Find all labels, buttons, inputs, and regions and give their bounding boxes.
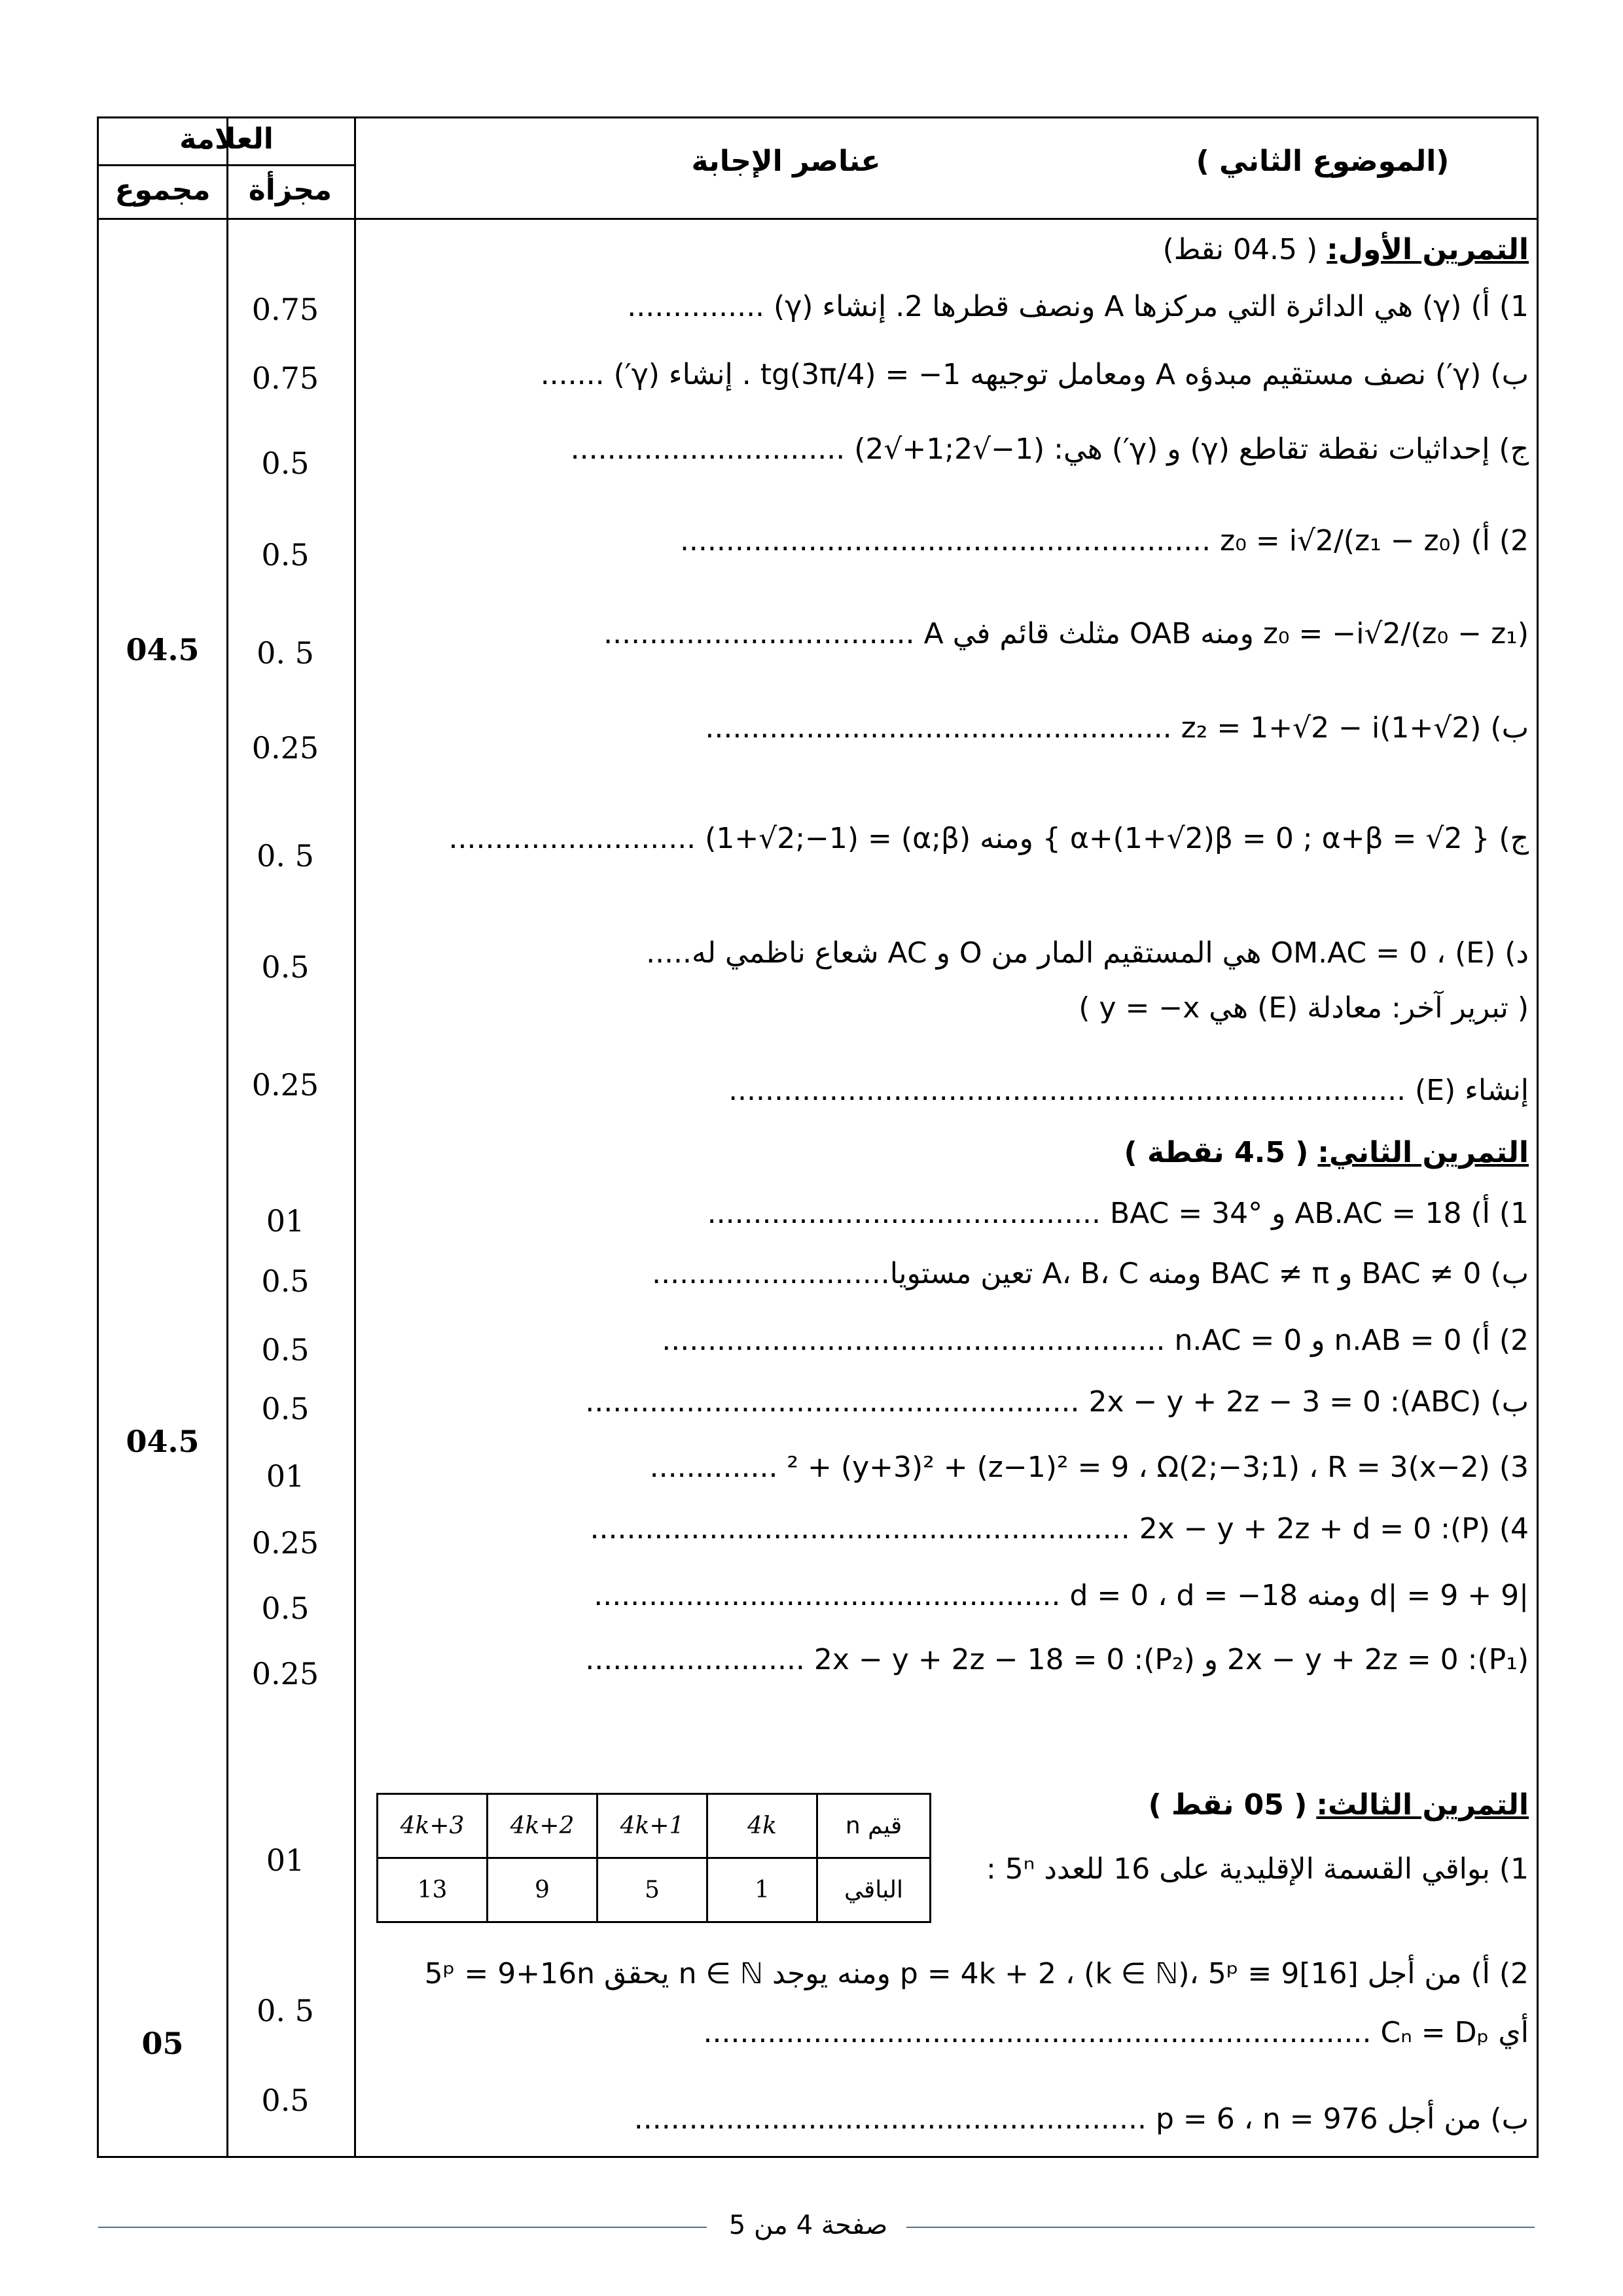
answer-line: ج) إحداثيات نقطة تقاطع (γ) و (γ′) هي: (1−√2;1+√2) ..............................: [570, 433, 1529, 466]
table-cell: 4k+3: [378, 1794, 488, 1858]
partial-mark: 0.5: [261, 537, 310, 573]
table-cell: 13: [378, 1858, 488, 1922]
answer-line: ( تبرير آخر: معادلة (E) هي y = −x ): [1079, 991, 1529, 1025]
partial-mark: 0. 5: [257, 1993, 314, 2028]
ex2-title: التمرين الثاني:: [1317, 1136, 1529, 1169]
answer-line: 2) أ) (z₁ − z₀)/z₀ = i√2 ..........................................................: [679, 524, 1529, 557]
remainders-table: [376, 1793, 931, 1923]
partial-mark: 0.5: [261, 446, 310, 481]
answer-line: ب) z₂ = 1+√2 − i(1+√2) ...................................................: [705, 711, 1529, 745]
topic-header: (الموضوع الثاني ): [1196, 145, 1450, 178]
answer-line: ب) من أجل p = 6 ، n = 976 ........................................................: [633, 2102, 1529, 2136]
ex1-points: ( 04.5 نقط): [1162, 233, 1318, 266]
table-row: [378, 1858, 931, 1922]
answer-line: 4) (P): 2x − y + 2z + d = 0 ...........................................................: [590, 1512, 1529, 1545]
answer-line: ب) (γ′) نصف مستقيم مبدؤه A ومعامل توجيهه tg(3π/4) = −1 . إنشاء (γ′) .......: [540, 358, 1529, 391]
partial-mark: 0.5: [261, 1391, 310, 1426]
ex3-points: ( 05 نقط ): [1148, 1788, 1308, 1822]
partial-mark: 0. 5: [257, 635, 314, 671]
partial-mark: 0.5: [261, 1591, 310, 1626]
answer-line: 3) (x−2)² + (y+3)² + (z−1)² = 9 ، Ω(2;−3;1) ، R = 3 ..............: [649, 1451, 1529, 1484]
ex2-title-row: [354, 1136, 1529, 1169]
ex2-points: ( 4.5 نقطة ): [1124, 1136, 1309, 1169]
answer-line: 2) أ) من أجل p = 4k + 2 ، (k ∈ ℕ)، 5ᵖ ≡ 9[16] ومنه يوجد n ∈ ℕ يحقق 5ᵖ = 9+16n: [424, 1957, 1529, 1990]
answer-line: 2) أ) n.AB = 0 و n.AC = 0 .......................................................: [662, 1324, 1529, 1357]
partial-mark: 0.5: [261, 1332, 310, 1368]
answer-line: 1) أ) (γ) هي الدائرة التي مركزها A ونصف قطرها 2. إنشاء (γ) ...............: [627, 290, 1529, 323]
table-cell: 4k+1: [597, 1794, 707, 1858]
total-header: مجموع: [115, 173, 211, 207]
partial-mark: 0.25: [251, 1067, 319, 1103]
table-cell: 5: [597, 1858, 707, 1922]
partial-mark: 0.25: [251, 730, 319, 766]
partial-mark: 01: [266, 1458, 305, 1494]
exercise-total: 04.5: [126, 1424, 200, 1459]
exercise-total: 04.5: [126, 632, 200, 667]
partial-mark: 0.25: [251, 1525, 319, 1561]
table-cell: 4k: [707, 1794, 817, 1858]
header-divider: [99, 164, 354, 166]
answer-line: (P₁): 2x − y + 2z = 0 و (P₂): 2x − y + 2z − 18 = 0 ........................: [585, 1643, 1529, 1676]
answer-line: 1) أ) AB.AC = 18 و BAC = 34° ...........................................: [707, 1197, 1529, 1230]
answer-line: ج) { α+(1+√2)β = 0 ; α+β = √2 } ومنه (α;β) = (1+√2;−1) ...........................: [448, 822, 1529, 855]
answer-line: 1) بواقي القسمة الإقليدية على 16 للعدد 5ⁿ :: [986, 1852, 1529, 1886]
partial-mark: 0.75: [251, 361, 319, 396]
answer-line: أي Cₙ = Dₚ .........................................................................: [703, 2016, 1529, 2049]
table-cell: 1: [707, 1858, 817, 1922]
answer-line: (z₀ − z₁)/z₀ = −i√2 ومنه OAB مثلث قائم في A ..................................: [603, 617, 1529, 650]
footer-rule: [98, 2227, 707, 2228]
ex1-title: التمرين الأول:: [1327, 233, 1529, 266]
answer-line: د) OM.AC = 0 ، (E) هي المستقيم المار من O و AC شعاع ناظمي له.....: [646, 936, 1529, 970]
answer-line: |9 + d| = 9 ومنه d = 0 ، d = −18 ...................................................: [594, 1579, 1529, 1612]
mark-header: العلامة: [179, 122, 274, 156]
ex3-title: التمرين الثالث:: [1316, 1788, 1529, 1822]
footer-rule: [906, 2227, 1535, 2228]
partial-header: مجزأة: [248, 173, 332, 207]
partial-mark: 0.5: [261, 1263, 310, 1299]
table-cell: 9: [488, 1858, 597, 1922]
ex1-title-row: [354, 233, 1529, 266]
table-row-label: الباقي: [817, 1858, 931, 1922]
answer-line: ب) (ABC): 2x − y + 2z − 3 = 0 ......................................................: [585, 1385, 1529, 1419]
answer-line: ب) BAC ≠ 0 و BAC ≠ π ومنه A، B، C تعين مستويا..........................: [652, 1257, 1529, 1290]
table-cell: 4k+2: [488, 1794, 597, 1858]
answer-line: إنشاء (E) ..........................................................................: [728, 1074, 1529, 1107]
partial-mark: 01: [266, 1203, 305, 1239]
partial-mark: 0. 5: [257, 838, 314, 874]
partial-mark: 0.5: [261, 949, 310, 985]
partial-mark: 0.25: [251, 1656, 319, 1691]
exercise-total: 05: [141, 2026, 184, 2061]
table-row-label: قيم n: [817, 1794, 931, 1858]
partial-mark: 0.75: [251, 292, 319, 327]
page-number: صفحة 4 من 5: [728, 2210, 888, 2240]
answers-header: عناصر الإجابة: [691, 145, 881, 178]
partial-mark: 0.5: [261, 2083, 310, 2118]
table-row: [378, 1794, 931, 1858]
partial-mark: 01: [266, 1843, 305, 1878]
header-bottom: [99, 218, 1537, 220]
